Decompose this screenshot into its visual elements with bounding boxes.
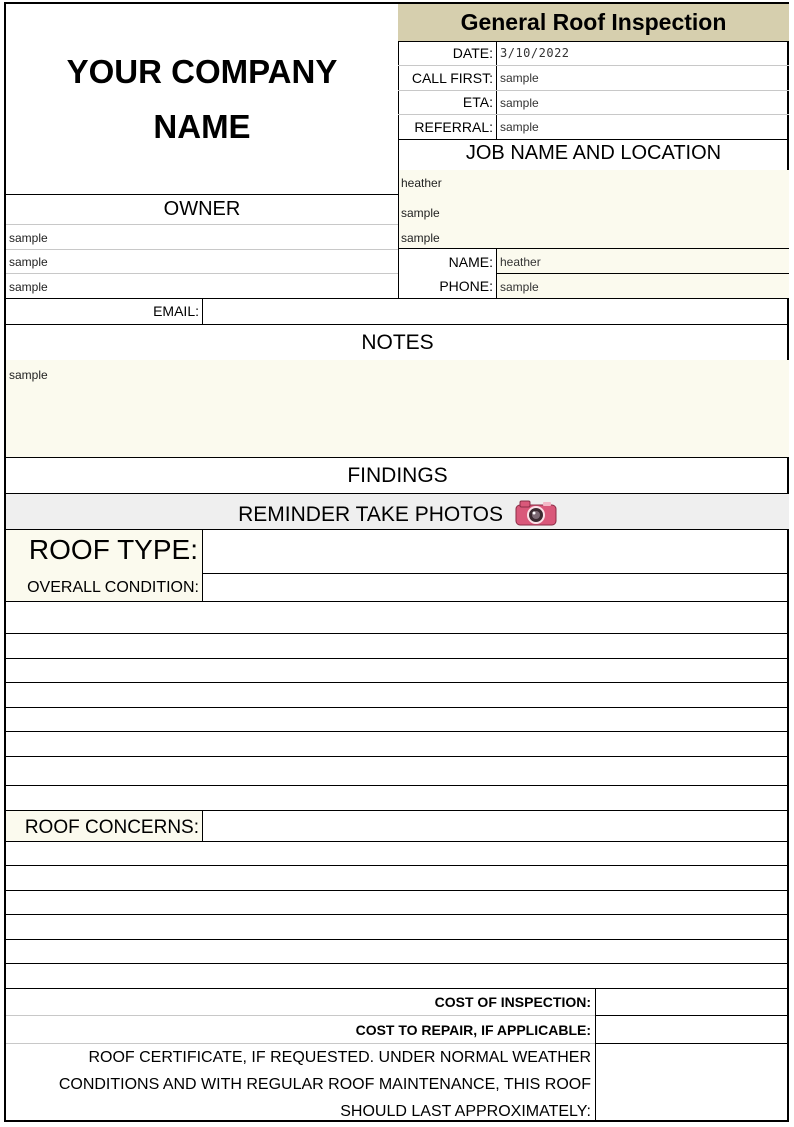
job-heading: JOB NAME AND LOCATION xyxy=(465,142,722,164)
certificate-text xyxy=(6,1044,591,1125)
job-location-field[interactable] xyxy=(399,170,789,248)
overall-condition-field[interactable] xyxy=(206,578,786,598)
phone-field[interactable]: sample xyxy=(500,280,539,294)
overall-condition-label: OVERALL CONDITION: xyxy=(27,579,199,596)
certificate-years-field[interactable] xyxy=(599,1050,785,1118)
job-line-1: heather xyxy=(401,176,442,190)
date-field[interactable]: 3/10/2022 xyxy=(500,46,570,60)
notes-field[interactable] xyxy=(6,360,789,457)
findings-heading: FINDINGS xyxy=(347,464,448,487)
call-first-label: CALL FIRST: xyxy=(411,70,493,86)
notes-heading: NOTES xyxy=(361,331,434,354)
camera-icon xyxy=(515,500,557,532)
cost-inspection-field[interactable] xyxy=(599,993,785,1013)
roof-type-field[interactable] xyxy=(206,536,786,568)
certificate-line-2: CONDITIONS AND WITH REGULAR ROOF MAINTENANCE, THIS ROOF xyxy=(58,1076,591,1093)
date-label: DATE: xyxy=(452,45,493,61)
job-line-3: sample xyxy=(401,231,440,245)
phone-label: PHONE: xyxy=(439,278,493,294)
owner-line-2[interactable]: sample xyxy=(9,255,48,269)
referral-label: REFERRAL: xyxy=(414,119,493,135)
name-label: NAME: xyxy=(448,254,493,270)
cost-repair-field[interactable] xyxy=(599,1020,785,1040)
owner-line-3[interactable]: sample xyxy=(9,280,48,294)
company-name xyxy=(6,4,398,194)
form-title: General Roof Inspection xyxy=(398,4,789,41)
cost-repair-label: COST TO REPAIR, IF APPLICABLE: xyxy=(355,1022,591,1038)
owner-line-1[interactable]: sample xyxy=(9,231,48,245)
cost-inspection-label: COST OF INSPECTION: xyxy=(434,994,591,1010)
certificate-line-3: SHOULD LAST APPROXIMATELY: xyxy=(340,1103,591,1120)
owner-heading: OWNER xyxy=(163,198,241,220)
name-field[interactable]: heather xyxy=(500,255,541,269)
notes-text: sample xyxy=(9,368,48,382)
reminder-row xyxy=(6,500,789,532)
email-label: EMAIL: xyxy=(153,303,199,319)
certificate-line-1: ROOF CERTIFICATE, IF REQUESTED. UNDER NORMAL WEATHER xyxy=(88,1049,591,1066)
company-name-line2: NAME xyxy=(153,108,251,145)
inspection-form xyxy=(4,2,789,1122)
eta-field[interactable]: sample xyxy=(500,96,539,110)
roof-concerns-field[interactable] xyxy=(206,816,786,836)
eta-label: ETA: xyxy=(462,94,493,110)
referral-field[interactable]: sample xyxy=(500,120,539,134)
email-field[interactable] xyxy=(206,304,786,322)
call-first-field[interactable]: sample xyxy=(500,71,539,85)
roof-concerns-label: ROOF CONCERNS: xyxy=(24,817,199,838)
company-name-line1: YOUR COMPANY xyxy=(66,53,338,90)
roof-type-label: ROOF TYPE: xyxy=(28,534,198,565)
reminder-text: REMINDER TAKE PHOTOS xyxy=(238,503,504,526)
job-line-2: sample xyxy=(401,206,440,220)
